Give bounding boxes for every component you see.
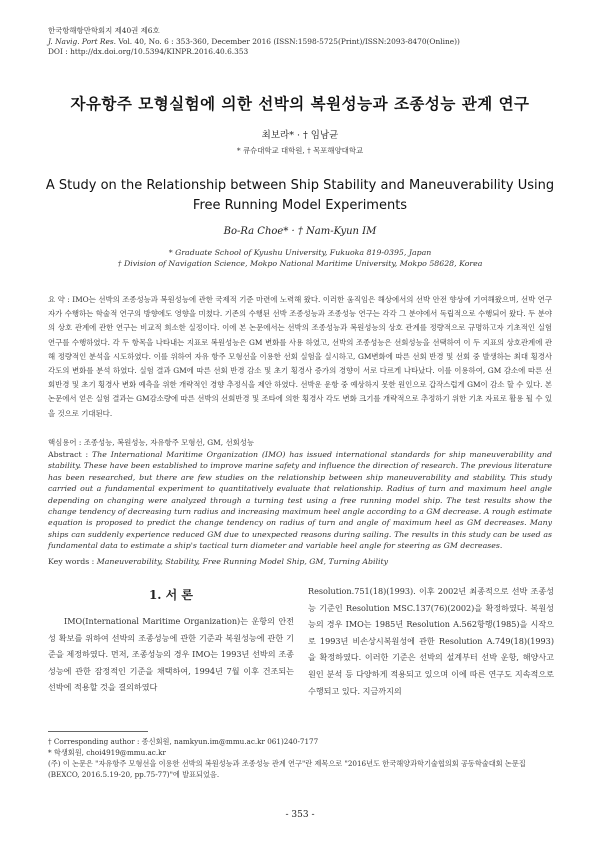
title-english: A Study on the Relationship between Ship Stability and Maneuverability Using Free Running Model Experiments bbox=[45, 178, 555, 213]
affiliation-2: † Division of Navigation Science, Mokpo National Maritime University, Mokpo 58628, Korea bbox=[117, 259, 483, 268]
title-korean: 자유항주 모형실험에 의한 선박의 복원성능과 조종성능 관계 연구 bbox=[70, 94, 530, 113]
keywords-korean: 핵심용어 : 조종성능, 복원성능, 자유항주 모형선, GM, 선회성능 bbox=[48, 438, 255, 447]
doi: DOI : http://dx.doi.org/10.5394/KINPR.2016.40.6.353 bbox=[48, 47, 249, 56]
abstract-ko-label: 요 약 : bbox=[48, 295, 73, 304]
footnote-student: * 학생회원, choi4919@mmu.ac.kr bbox=[48, 748, 166, 757]
footnote-note: (주) 이 논문은 "자유항주 모형선을 이용한 선박의 복원성능과 조종성능 관계 연구"란 제목으로 "2016년도 한국해양과학기술협의회 공동학술대회 논문집(BEXCO, 2016.5.19-20, pp.75-77)"에 발표되었음. bbox=[48, 759, 526, 779]
affiliations-english bbox=[0, 247, 600, 269]
affiliation-1: * Graduate School of Kyushu University, Fukuoka 819-0395, Japan bbox=[168, 248, 432, 257]
authors-english: Bo-Ra Choe* · † Nam-Kyun IM bbox=[223, 226, 377, 237]
journal-volume-info: Vol. 40, No. 6 : 353-360, December 2016 (ISSN:1598-5725(Print)/ISSN:2093-8470(Online)) bbox=[115, 36, 460, 46]
affiliations-korean: * 큐슈대학교 대학원, † 목포해양대학교 bbox=[236, 146, 364, 155]
abstract-en-label: Abstract : bbox=[48, 450, 92, 459]
footnotes bbox=[48, 736, 552, 780]
keywords-en-text: Maneuverability, Stability, Free Running Model Ship, GM, Turning Ability bbox=[96, 557, 389, 566]
journal-abbrev: J. Navig. Port Res. bbox=[48, 36, 116, 46]
journal-citation bbox=[48, 37, 460, 48]
authors-korean: 최보라* · † 임남균 bbox=[261, 130, 339, 141]
abstract-korean bbox=[48, 293, 552, 421]
page-number: - 353 - bbox=[285, 810, 315, 820]
keywords-en-label: Key words : bbox=[48, 557, 97, 566]
footnote-corresponding: † Corresponding author : 종신회원, namkyun.im@mmu.ac.kr 061)240-7177 bbox=[48, 737, 319, 746]
abstract-english bbox=[48, 449, 552, 552]
keywords-english bbox=[48, 557, 388, 566]
journal-name-ko: 한국항해항만학회지 제40권 제6호 bbox=[48, 26, 160, 35]
body-column-right: Resolution.751(18)(1993). 이후 2002년 최종적으로 선박 조종성능 기준인 Resolution MSC.137(76)(2002)을 확정하였다. 복원성능의 경우 IMO는 1985년 Resolution A.562항행(1985)을 시작으로 1993년 비손상시복원성에 관한 Resolution A.749(18)(1993)을 확정하였다. 이러한 기준은 선박의 설계부터 선박 운항, 해양사고 원인 분석 등 다양하게 적용되고 있으며 이에 따른 연구도 지속적으로 수행되고 있다. 지금까지의 bbox=[308, 586, 554, 696]
abstract-ko-text: IMO는 선박의 조종성능과 복원성능에 관한 국제적 기준 마련에 노력해 왔다. 이러한 움직임은 해상에서의 선박 안전 향상에 기여해왔으며, 선박 연구자가 수행하는 학술적 연구의 방향에도 영향을 미쳤다. 기존의 수행된 선박 조종성능과 조종성능 연구는 각각 그 분야에서 독립적으로 수행되어 왔다. 두 분야의 상호 관계에 관한 연구는 비교적 희소한 실정이다. 이에 본 논문에서는 선박의 조종성능과 복원성능의 상호 관계를 정량적으로 규명하고자 기초적인 실험 연구를 수행하였다. 각 두 항목을 나타내는 지표로 복원성능은 GM 변화를 사용 하였고, 선박의 조종성능은 선회성능을 선택하여 이 두 지표의 상호관계에 관해 정량적인 분석을 시도하였다. 이를 위하여 자유 항주 모형선을 이용한 선회 실험을 실시하고, GM변화에 따른 선회 반경 및 선회 중 발생하는 최대 횡경사 각도의 변화를 분석 하였다. 실험 결과 GM에 따른 선회 반경 감소 및 초기 횡경사 증가의 경향이 서로 다르게 나타났다. 이를 이용하여, GM 감소에 따른 선회반경 및 초기 횡경사 변화 예측을 위한 개략적인 경향 추정식을 제안 하였다. 선박운 운항 중 예상하지 못한 원인으로 갑작스럽게 GM이 감소 할 수 있다. 본 논문에서 얻은 실험 결과는 GM감소량에 따른 선박의 선회반경 및 조타에 의한 횡경사 각도 변화 크기를 개략적으로 추정하기 위한 기초 자료로 활용 될 수 있을 것으로 기대된다. bbox=[48, 295, 552, 418]
abstract-en-text: The International Maritime Organization (IMO) has issued international standards for ship maneuverability and stability. These have been established to improve marine safety and influence the direction of research. The previous literature has been researched, but there are few studies on the relationship between ship maneuverability and stability. This study carried out a fundamental experiment to quantitatively evaluate that relationship. Radius of turn and maximum heel angle depending on changing were analyzed through a turning test using a free running model ship. The test results show the change tendency of decreasing turn radius and increasing maximum heel angle according to a GM decrease. A rough estimate equation is proposed to predict the change tendency on radius of turn and angle of maximum heel as GM decreases. Many ships can suddenly experience reduced GM due to unexpected reasons during sailing. The results in this study can be used as fundamental data to estimate a ship's tactical turn diameter and variable heel angle for steering as GM decreases. bbox=[48, 450, 553, 551]
footnote-divider bbox=[48, 731, 148, 732]
body-column-left: IMO(International Maritime Organization)는 운항의 안전성 확보를 위하여 선박의 조종성능에 관한 기준과 복원성능에 관한 기준을 제정하였다. 먼저, 조종성능의 경우 IMO는 1993년 선박의 조종성능에 관한 잠정적인 기준을 채택하여, 1994년 7월 이후 건조되는 선박에 적용할 것을 결의하였다 bbox=[48, 616, 294, 693]
journal-header bbox=[48, 26, 460, 58]
section-1-title: 1. 서 론 bbox=[148, 588, 194, 602]
